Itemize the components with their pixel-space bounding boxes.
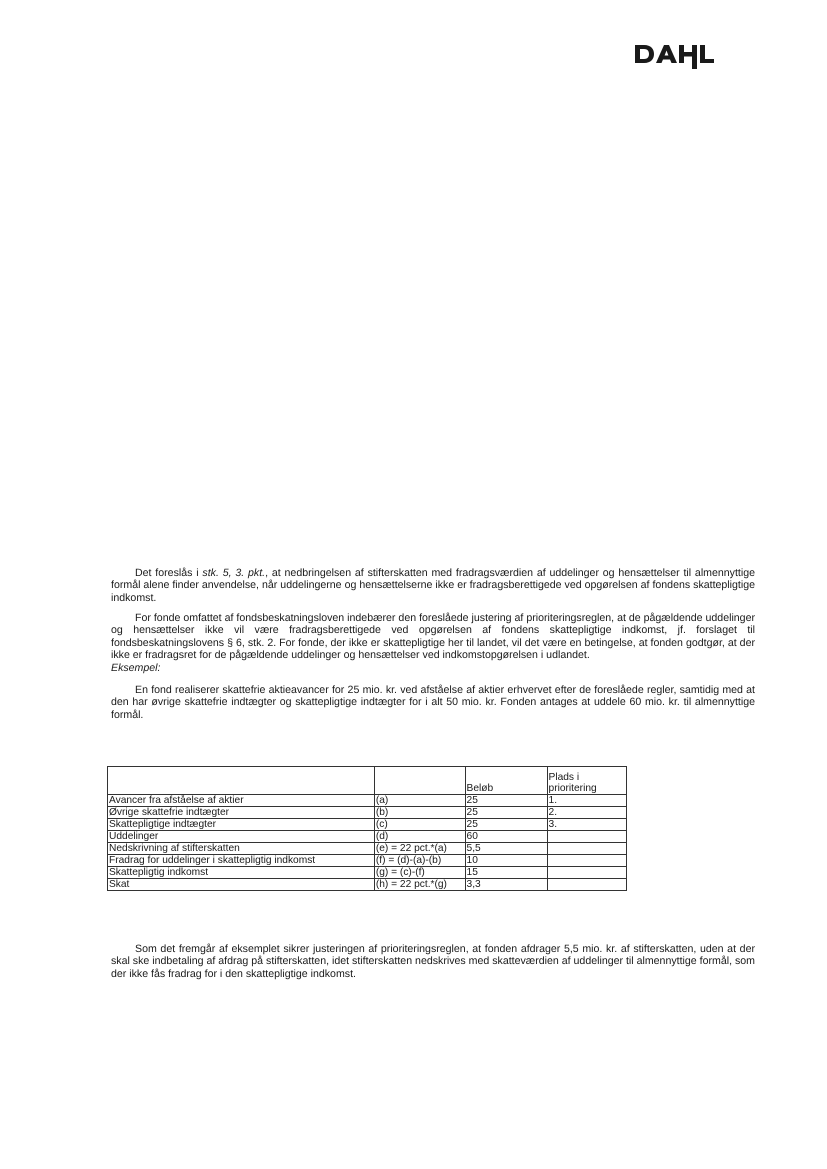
paragraph-conclusion — [111, 943, 755, 980]
header-priority-line2: prioritering — [548, 783, 597, 794]
cell-label: Uddelinger — [108, 831, 375, 843]
table-row — [108, 855, 627, 867]
cell-label: Skat — [108, 879, 375, 891]
cell-label: Øvrige skattefrie indtægter — [108, 807, 375, 819]
table-row — [108, 831, 627, 843]
cell-label: Skattepligtig indkomst — [108, 867, 375, 879]
example-label: Eksempel: — [111, 661, 161, 674]
cell-label: Fradrag for uddelinger i skattepligtig indkomst — [108, 855, 375, 867]
table-row — [108, 807, 627, 819]
paragraph-stk5 — [111, 567, 755, 604]
table-row — [108, 795, 627, 807]
cell-ref: (d) — [374, 831, 465, 843]
table-header-row — [108, 767, 627, 795]
header-cell-label — [108, 767, 375, 795]
cell-ref: (a) — [374, 795, 465, 807]
cell-ref: (b) — [374, 807, 465, 819]
cell-ref: (g) = (c)-(f) — [374, 867, 465, 879]
cell-amount: 3,3 — [465, 879, 547, 891]
cell-ref: (c) — [374, 819, 465, 831]
cell-label: Skattepligtige indtægter — [108, 819, 375, 831]
paragraph-fondsbeskatning — [111, 612, 755, 674]
cell-label: Avancer fra afståelse af aktier — [108, 795, 375, 807]
table-row — [108, 879, 627, 891]
p1-text-a: Det foreslås i — [135, 567, 203, 579]
cell-ref: (h) = 22 pct.*(g) — [374, 879, 465, 891]
cell-priority — [547, 855, 626, 867]
cell-amount: 60 — [465, 831, 547, 843]
table-row — [108, 843, 627, 855]
cell-priority — [547, 831, 626, 843]
cell-amount: 15 — [465, 867, 547, 879]
header-priority-line1: Plads i — [548, 772, 580, 783]
cell-amount: 25 — [465, 795, 547, 807]
cell-priority — [547, 843, 626, 855]
cell-ref: (e) = 22 pct.*(a) — [374, 843, 465, 855]
cell-priority: 1. — [547, 795, 626, 807]
cell-priority — [547, 879, 626, 891]
cell-amount: 25 — [465, 807, 547, 819]
dahl-logo-mark — [634, 39, 730, 69]
cell-priority: 3. — [547, 819, 626, 831]
cell-priority — [547, 867, 626, 879]
p4-text: Som det fremgår af eksemplet sikrer justeringen af prioriteringsreglen, at fonden afdrager 5,5 mio. kr. af stifterskatten, uden at der skal ske indbetaling af afdrag på stifterskatten, idet stifterskatten nedskrives med skatteværdien af uddelinger til almennyttige formål, som der ikke fås fradrag for i den skattepligtige indkomst. — [111, 943, 755, 980]
example-table — [107, 766, 627, 891]
table-row — [108, 819, 627, 831]
cell-priority: 2. — [547, 807, 626, 819]
cell-ref: (f) = (d)-(a)-(b) — [374, 855, 465, 867]
p1-reference: stk. 5, 3. pkt. — [202, 567, 266, 579]
header-cell-amount: Beløb — [465, 767, 547, 795]
cell-amount: 5,5 — [465, 843, 547, 855]
cell-label: Nedskrivning af stifterskatten — [108, 843, 375, 855]
cell-amount: 10 — [465, 855, 547, 867]
paragraph-example — [111, 684, 755, 721]
header-cell-ref — [374, 767, 465, 795]
p1-text-b: , at nedbringelsen af stifterskatten med fradragsværdien af uddelinger og hensættelser til almennyttige formål alene finder anvendelse, når uddelingerne og hensættelserne ikke er fradragsberettigede ved opgørelsen af fondens skattepligtige indkomst. — [111, 567, 756, 604]
p2-text: For fonde omfattet af fondsbeskatningsloven indebærer den foreslåede justering af prioriteringsreglen, at de pågældende uddelinger og hensættelser ikke vil være fradragsberettigede ved opgørelsen af fondens skattepligtige indkomst, jf. forslaget til fondsbeskatningslovens § 6, stk. 2. For fonde, der ikke er skattepligtige her til landet, vil det være en betingelse, at fonden godtgør, at der ikke er fradragsret for de pågældende uddelinger og hensættelser ved indkomstopgørelsen i udlandet. — [111, 612, 755, 662]
p3-text: En fond realiserer skattefrie aktieavancer for 25 mio. kr. ved afståelse af aktier erhvervet efter de foreslåede regler, samtidig med at den har øvrige skattefrie indtægter og skattepligtige indtægter for i alt 50 mio. kr. Fonden antages at uddele 60 mio. kr. til almennyttige formål. — [111, 684, 755, 721]
cell-amount: 25 — [465, 819, 547, 831]
dahl-logo — [634, 39, 730, 69]
table-row — [108, 867, 627, 879]
header-cell-priority — [547, 767, 626, 795]
